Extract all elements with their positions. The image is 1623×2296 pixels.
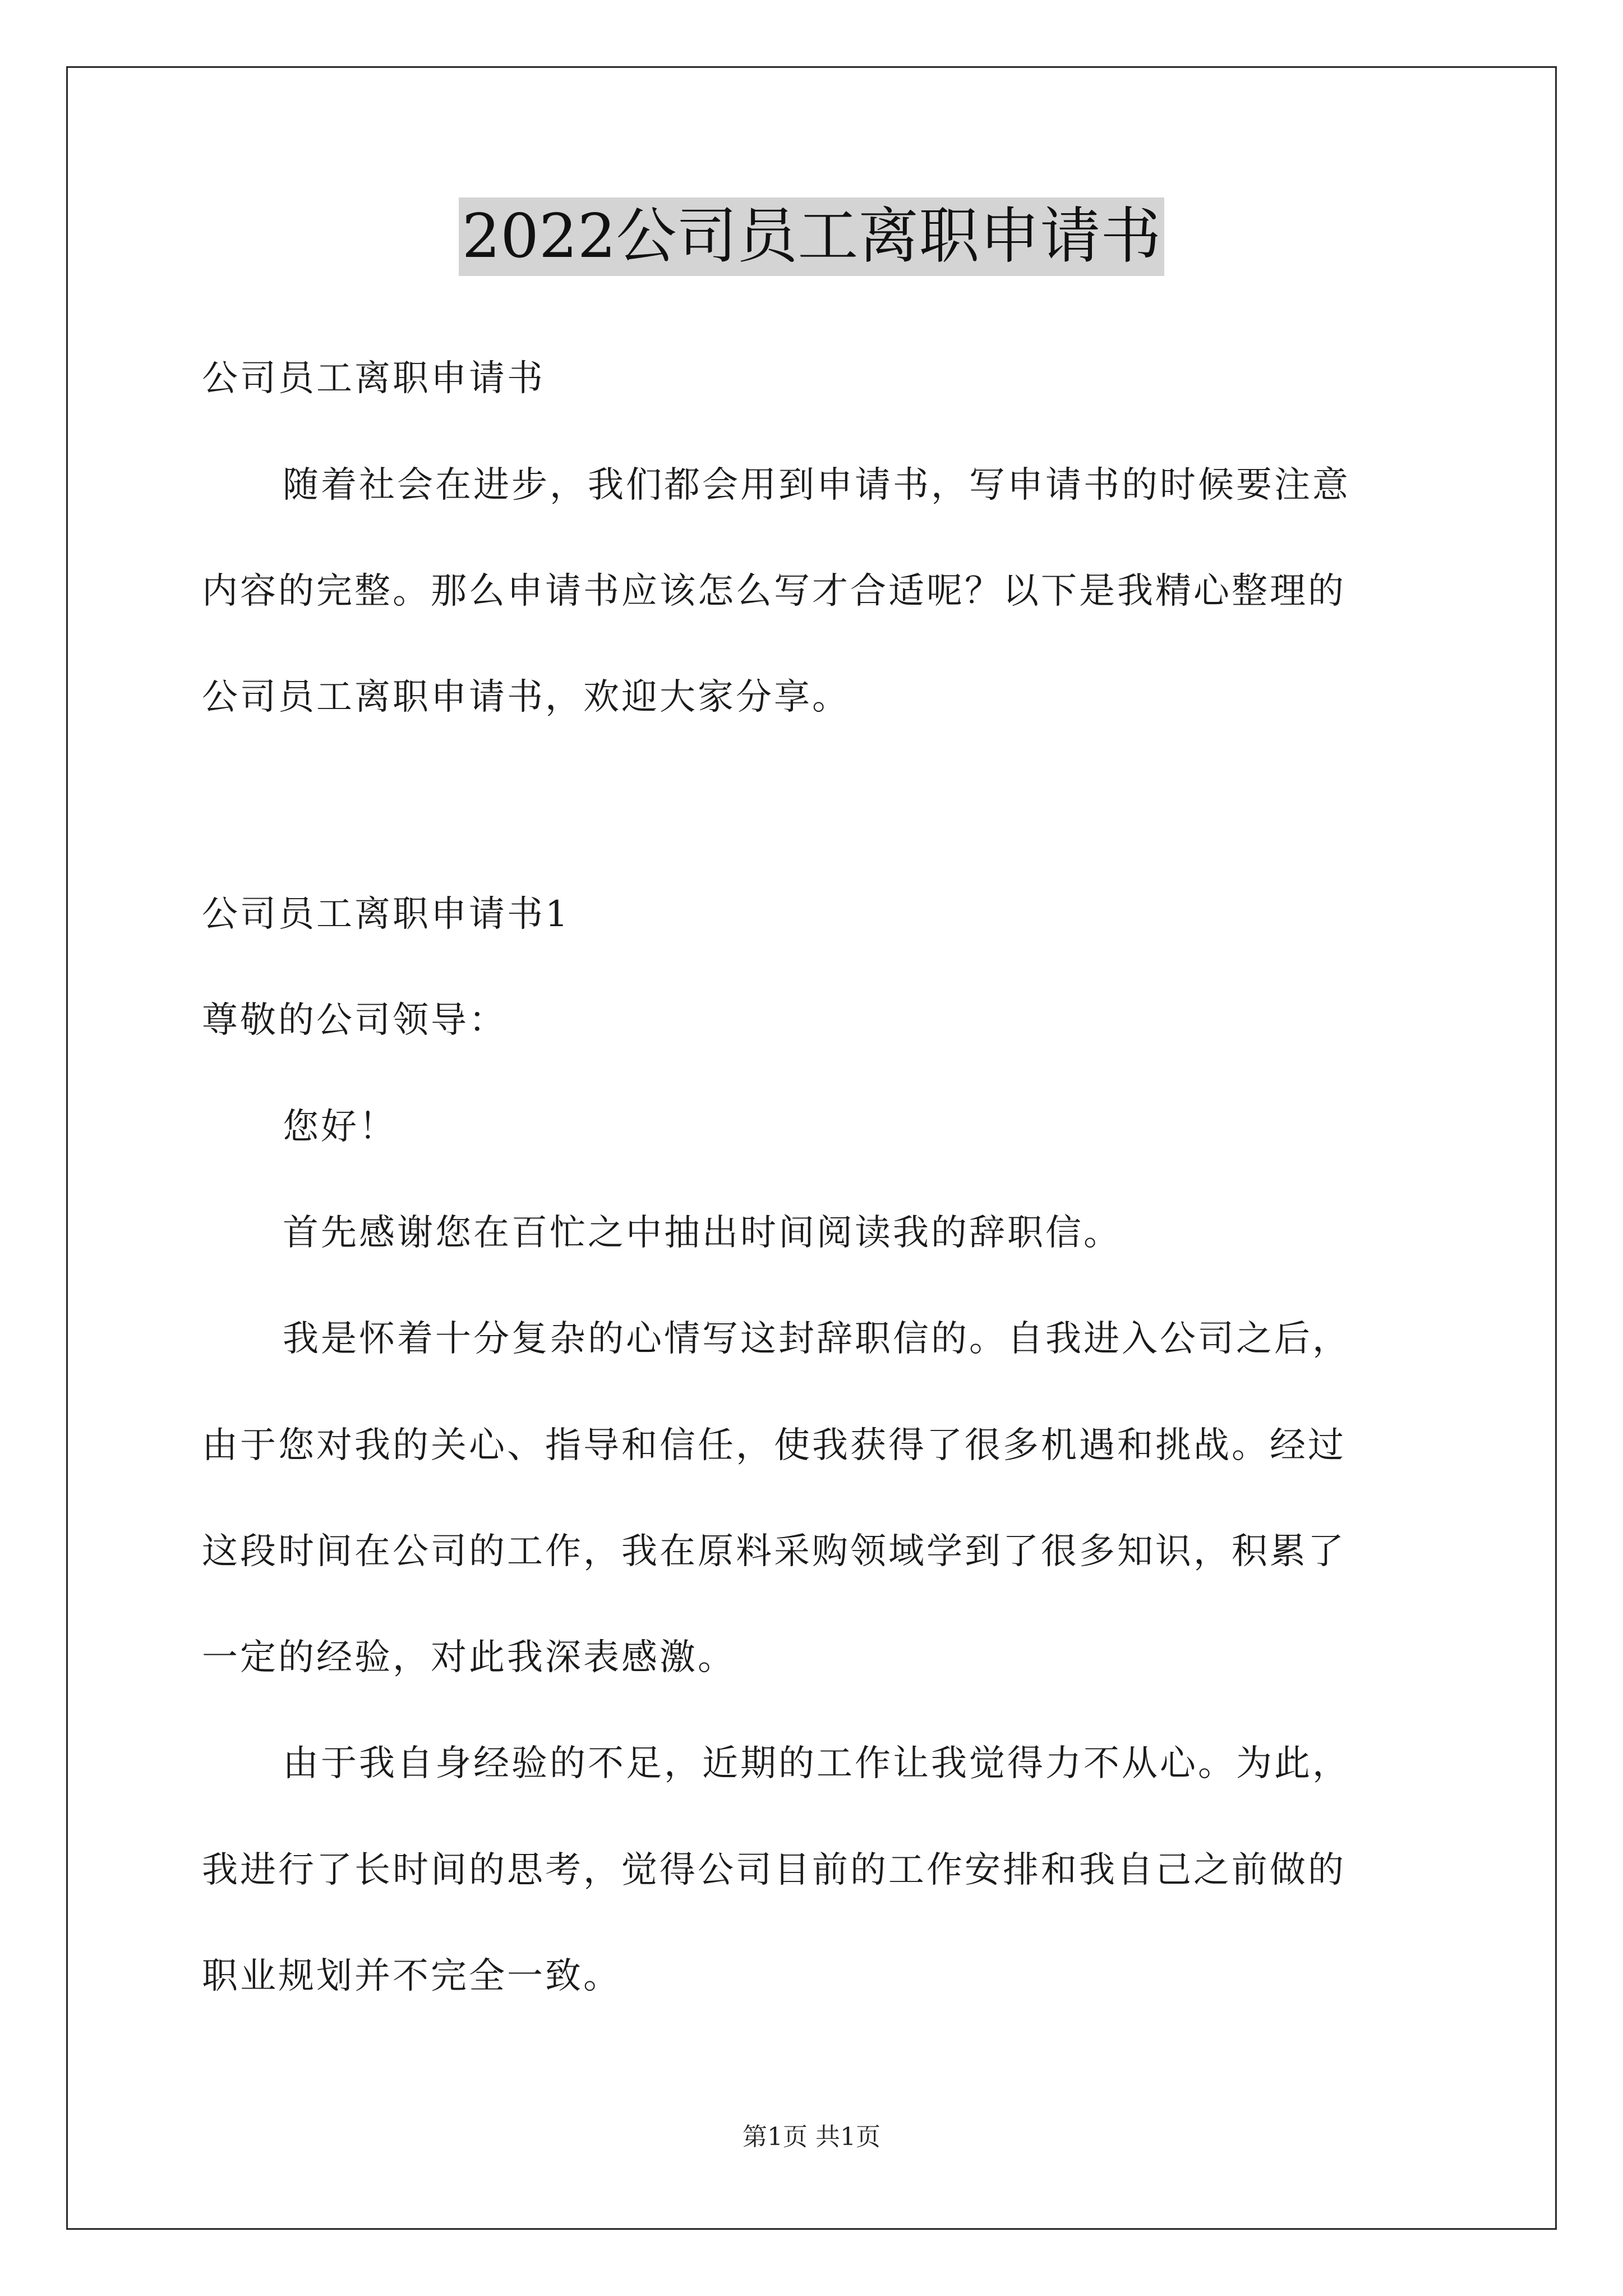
section-heading: 公司员工离职申请书1: [202, 894, 570, 935]
body-line: 这段时间在公司的工作，我在原料采购领域学到了很多知识，积累了: [202, 1531, 1346, 1572]
title-container: [0, 197, 1623, 276]
salutation: 尊敬的公司领导：: [202, 1000, 507, 1041]
intro-line: 随着社会在进步，我们都会用到申请书，写申请书的时候要注意: [283, 464, 1350, 506]
document-subtitle: 公司员工离职申请书: [202, 358, 545, 399]
body-line: 我进行了长时间的思考，觉得公司目前的工作安排和我自己之前做的: [202, 1849, 1346, 1891]
body-line: 我是怀着十分复杂的心情写这封辞职信的。自我进入公司之后，: [283, 1318, 1350, 1360]
body-line: 由于您对我的关心、指导和信任，使我获得了很多机遇和挑战。经过: [202, 1425, 1346, 1466]
body-line: 由于我自身经验的不足，近期的工作让我觉得力不从心。为此，: [283, 1743, 1350, 1784]
body-line: 一定的经验，对此我深表感激。: [202, 1637, 736, 1678]
body-line: 职业规划并不完全一致。: [202, 1955, 621, 1997]
intro-line: 内容的完整。那么申请书应该怎么写才合适呢？以下是我精心整理的: [202, 570, 1346, 612]
page-footer: 第1页 共1页: [743, 2123, 880, 2151]
greeting: 您好！: [283, 1106, 397, 1148]
body-line: 首先感谢您在百忙之中抽出时间阅读我的辞职信。: [283, 1212, 1122, 1254]
document-title: 2022公司员工离职申请书: [459, 197, 1165, 276]
intro-line: 公司员工离职申请书，欢迎大家分享。: [202, 677, 850, 718]
